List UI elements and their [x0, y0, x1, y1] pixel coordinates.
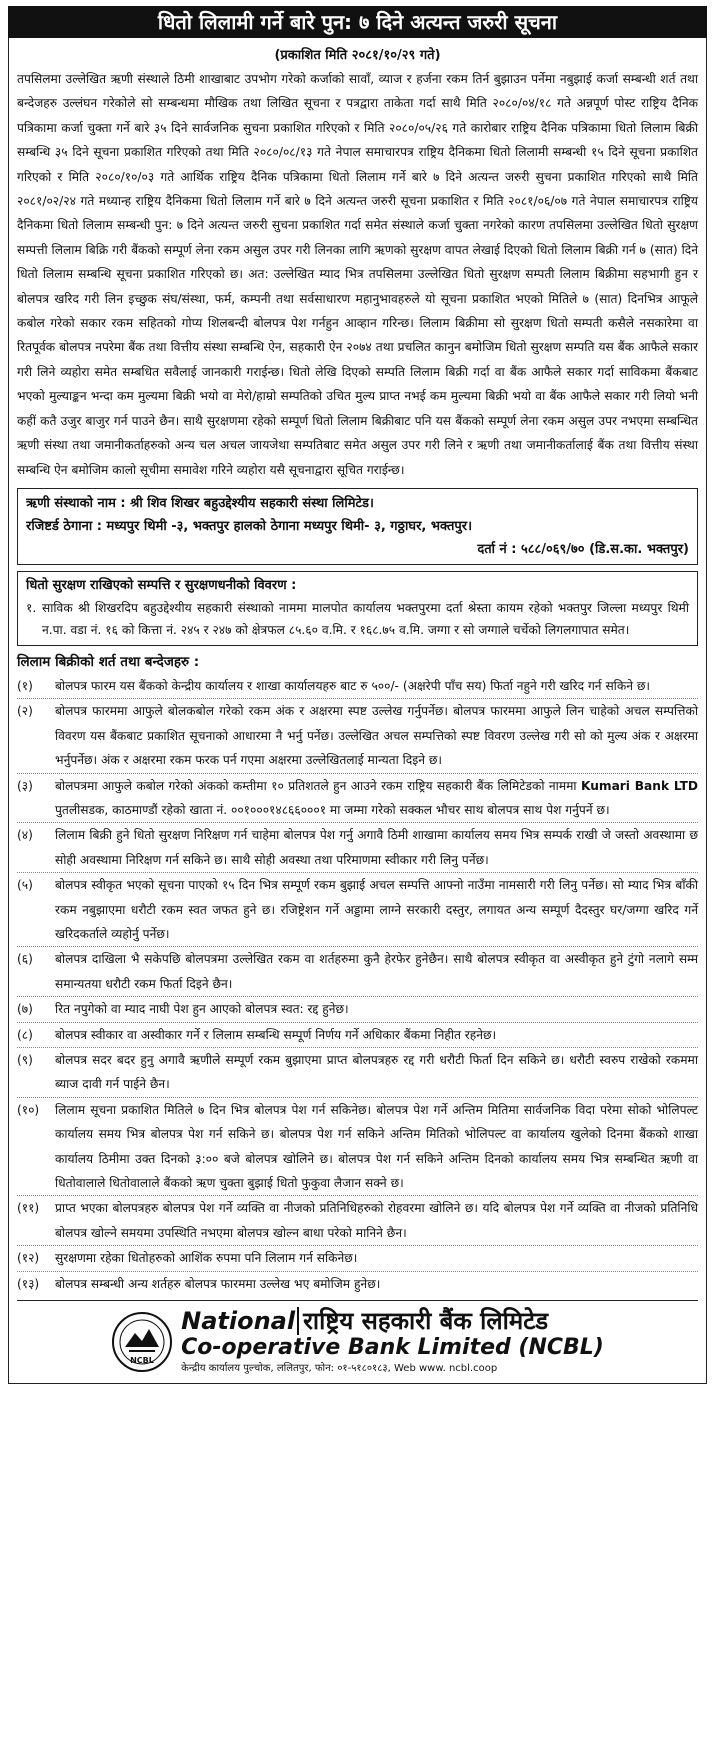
borrower-box: [17, 488, 698, 565]
term-text: बोलपत्र स्वीकार वा अस्वीकार गर्ने र लिलाम सम्बन्धि सम्पूर्ण निर्णय गर्ने अधिकार बैंकमा निहीत रहनेछ।: [55, 1027, 497, 1042]
term-number: (५): [17, 878, 33, 893]
term-number: (११): [17, 1201, 40, 1216]
bank-english-top: National: [181, 1307, 296, 1336]
assets-heading: धितो सुरक्षण राखिएको सम्पत्ति र सुरक्षणधनीको विवरण :: [26, 577, 297, 593]
term-item: [17, 1271, 698, 1296]
term-number: (६): [17, 952, 33, 967]
borrower-name: ऋणी संस्थाको नाम : श्री शिव शिखर बहुउद्देश्यीय सहकारी संस्था लिमिटेड।: [26, 495, 374, 511]
asset-item-number: १.: [26, 600, 37, 615]
term-number: (२): [17, 704, 33, 719]
term-text: बोलपत्र फारममा आफुले बोलकबोल गरेको रकम अंक र अक्षरमा स्पष्ट उल्लेख गर्नुपर्नेछ। बोलपत्र फारममा आफुले लिन चाहेको अचल सम्पत्तिको विवरण यस बैंकबाट प्रकाशित सूचनाको आधारमा नै भर्नु पर्नेछ। उल्लेखित अचल सम्पत्तिको स्पष्ट विवरण उल्लेख गरी सो को मुल्य अंक र अक्षरमा भर्नुपर्नेछ। अंक र अक्षरमा रकम फरक पर्न गएमा अक्षरमा उल्लेखितलाई मान्यता दिइने छ।: [55, 704, 698, 768]
bank-english-bottom: Co-operative Bank Limited (NCBL): [181, 1335, 604, 1361]
term-text: लिलाम सूचना प्रकाशित मितिले ७ दिन भित्र बोलपत्र पेश गर्न सकिनेछ। बोलपत्र पेश गर्ने अन्तिम मितिमा सार्वजनिक विदा परेमा सोको भोलिपल्ट कार्यालय समय भित्र बोलपत्र पेश गर्न सकिने छ। बोलपत्र पेश गर्न सकिने अन्तिम मितिको भोलिपल्ट वा कार्यालय खुलेको दिनमा बैंकको शाखा कार्यालय ठिमीमा उक्त दिनको ३:०० बजे बोलपत्र खोलिने छ। बोलपत्र पेश गर्न सकिने अन्तिम दिनको कार्यालय समय भित्र सम्बन्धित ऋणी वा धितोवालाले धितोवालाले बैंकको ऋण चुक्ता बुझाई धितो फुकुवा लैजान सक्ने छ।: [55, 1102, 698, 1191]
term-item: [17, 1022, 698, 1047]
publication-date: (प्रकाशित मिति २०८१/१०/२९ गते): [274, 48, 441, 63]
borrower-registration: दर्ता नं : ५८८/०६९/७० (डि.स.का. भक्तपुर): [477, 541, 689, 557]
term-item: [17, 1195, 698, 1245]
terms-heading: लिलाम बिक्रीको शर्त तथा बन्देजहरु :: [17, 653, 200, 670]
term-text: बोलपत्र दाखिला भै सकेपछि बोलपत्रमा उल्लेखित रकम वा शर्तहरुमा कुनै हेरफेर हुनेछैन। साथै बोलपत्र स्वीकृत वा अस्वीकृत हुने टुंगो नलागे सम्म समान्यतया धरौटी रकम फिर्ता दिइने छैन।: [55, 952, 698, 991]
term-text: लिलाम बिक्री हुने धितो सुरक्षण निरिक्षण गर्न चाहेमा बोलपत्र पेश गर्नु अगावै ठिमी शाखामा कार्यालय समय भित्र सम्पर्क राखी जे जस्तो अवस्थामा छ सोही अवस्थामा निरिक्षण गर्न सकिने छ। साथै सोही अवस्था तथा परिमाणमा स्वीकार गरी लिनु पर्नेछ।: [55, 828, 698, 867]
logo-text: NCBL: [130, 1356, 155, 1366]
term-text: बोलपत्र फारम यस बैंकको केन्द्रीय कार्यालय र शाखा कार्यालयहरु बाट रु ५००/- (अक्षरेपी पाँच सय) फिर्ता नहुने गरी खरिद गर्न सकिने छ।: [55, 678, 650, 693]
term-text: प्राप्त भएका बोलपत्रहरु बोलपत्र पेश गर्ने व्यक्ति वा नीजको प्रतिनिधिहरुको रोहवरमा खोलिने छ। यदि बोलपत्र पेश गर्ने व्यक्ति वा नीजको प्रतिनिधि बोलपत्र खोल्ने समयमा उपस्थिति नभएमा बोलपत्र खोल्न बाधा परेको मानिने छैन।: [55, 1201, 698, 1240]
bank-nepali-name: राष्ट्रिय सहकारी बैंक लिमिटेड: [297, 1307, 548, 1335]
term-item: [17, 946, 698, 996]
term-text: बोलपत्र स्वीकृत भएको सूचना पाएको १५ दिन भित्र सम्पूर्ण रकम बुझाई अचल सम्पत्ति आफ्नो नाउँमा नामसारी गरी लिनु पर्नेछ। सो म्याद भित्र बाँकी रकम नबुझाएमा धरौटी रकम स्वत जफत हुने छ। रजिष्ट्रेशन गर्ने अड्डामा लाग्ने सरकारी दस्तुर, लगायत अन्य सम्पूर्ण दैदस्तुर घर/जग्गा खरिद गर्ने खरिदकर्ताले व्यहोर्नु पर्नेछ।: [55, 878, 698, 941]
deposit-bank-name: Kumari Bank LTD: [580, 778, 698, 793]
term-text: रित नपुगेको वा म्याद नाघी पेश हुन आएको बोलपत्र स्वत: रद्द हुनेछ।: [55, 1002, 349, 1017]
term-number: (७): [17, 1002, 33, 1017]
term-item: [17, 698, 698, 772]
bank-logo-icon: [111, 1311, 173, 1373]
bank-footer: [17, 1300, 698, 1377]
terms-list: [17, 674, 698, 1296]
term-text-before: बोलपत्रमा आफुले कबोल गरेको अंकको कम्तीमा १० प्रतिशतले हुन आउने रकम राष्ट्रिय सहकारी बैंक लिमिटेडको नाममा: [55, 778, 581, 793]
bank-name-line: [181, 1307, 604, 1335]
term-item: [17, 773, 698, 823]
term-item: [17, 996, 698, 1021]
term-item: [17, 674, 698, 698]
bank-footer-text: [181, 1307, 604, 1377]
term-text: बोलपत्र सदर बदर हुनु अगावै ऋणीले सम्पूर्ण रकम बुझाएमा प्राप्त बोलपत्रहरु रद्द गरी धरौटी फिर्ता दिन सकिने छ। धरौटी स्वरुप राखेको रकममा ब्याज दावी गर्न पाईने छैन।: [55, 1053, 698, 1092]
term-item: [17, 1097, 698, 1196]
term-number: (४): [17, 828, 33, 843]
term-number: (३): [17, 778, 33, 793]
borrower-address: रजिष्टर्ड ठेगाना : मध्यपुर थिमी -३, भक्तपुर हालको ठेगाना मध्यपुर थिमी- ३, गठ्ठाघर, भक्तपुर।: [26, 518, 473, 534]
assets-box: [17, 571, 698, 646]
term-item: [17, 1245, 698, 1270]
term-number: (१): [17, 678, 33, 693]
term-text: सुरक्षणमा रहेका धितोहरुको आशिंक रुपमा पनि लिलाम गर्न सकिनेछ।: [55, 1251, 358, 1266]
asset-item: [26, 597, 689, 642]
term-text-after: पुतलीसडक, काठमाण्डौं रहेको खाता नं. ००१०००१४८६६०००१ मा जम्मा गरेको सक्कल भौचर साथ बोलपत्र साथ पेश गर्नुपर्ने छ।: [55, 802, 610, 817]
term-number: (१२): [17, 1251, 40, 1266]
notice-frame: [8, 38, 707, 1384]
term-number: (१३): [17, 1276, 40, 1291]
notice-body: तपसिलमा उल्लेखित ऋणी संस्थाले ठिमी शाखाबाट उपभोग गरेको कर्जाको सावाँ, व्याज र हर्जना रकम तिर्न बुझाउन पर्नेमा नबुझाई कर्जा सम्बन्धी शर्त तथा बन्देजहरु उल्लंघन गरेकोले सो सम्बन्धमा मौखिक तथा लिखित सूचना र पत्रद्वारा ताकेता गर्दा साथै मिति २०८०/०४/१८ गते अन्नपूर्ण पोस्ट राष्ट्रिय दैनिक पत्रिकामा कर्जा चुक्ता गर्ने बारे ३५ दिने सार्वजनिक सुचना प्रकाशित गरिएको र मिति २०८०/०५/२६ गते कारोबार राष्ट्रिय दैनिक पत्रिकामा धितो लिलाम बिक्री सम्बन्धि ३५ दिने सूचना प्रकाशित गरिएको तथा मिति २०८०/०८/१३ गते नेपाल समाचारपत्र राष्ट्रिय दैनिकमा धितो लिलामी सम्बन्धी १५ दिने सूचना प्रकाशित गरिएको र मिति २०८०/१०/०३ गते आर्थिक राष्ट्रिय दैनिक पत्रिकामा धितो लिलाम गर्ने बारे ७ दिने अत्यन्त जरुरी सुचना प्रकाशित गरिएको साथै मिति २०८१/०२/२४ गते मध्यान्ह राष्ट्रिय दैनिकमा धितो लिलाम गर्ने बारे ७ दिने अत्यन्त जरुरी सूचना प्रकाशित र मिति २०८१/०६/०७ गते नेपाल समाचारपत्र राष्ट्रिय दैनिकमा धितो लिलाम सम्बन्धी पुन: ७ दिने अत्यन्त जरुरी सुचना प्रकाशित गर्दा समेत संस्थाले कर्जा चुक्ता नगरेको कारण तपसिलमा उल्लेखित धितो सुरक्षण सम्पत्ती लिलाम बिक्रि गरी बैंकको सम्पूर्ण लेना रकम असुल उपर गरी लिनका लागि ऋणको सुरक्षण वापत लेखाई दिएको धितो लिलाम बिक्री गर्न ७ (सात) दिने धितो लिलाम सम्बन्धि सूचना प्रकाशित गरिएको छ। अत: उल्लेखित म्याद भित्र तपसिलमा उल्लेखित धितो सुरक्षण सम्पती लिलाम बिक्रीमा सहभागी हुन र बोलपत्र खरिद गरी लिन इच्छुक संघ/संस्था, फर्म, कम्पनी तथा सर्वसाधारण महानुभावहरुले यो सूचना प्रकाशित भएको मितिले ७ (सात) दिनभित्र आफूले कबोल गरेको सकार रकम सहितको गोप्य शिलबन्दी बोलपत्र पेश गर्नहुन आव्हान गरिन्छ। लिलाम बिक्रीमा सो सुरक्षण धितो सम्पती कसैले नसकारेमा वा रितपूर्वक बोलपत्र नपरेमा बैंक तथा वित्तीय संस्था सम्बन्धि ऐन, सहकारी ऐन २०७४ तथा प्रचलित कानुन बमोजिम धितो सुरक्षण सम्पति यस बैंक आफैले सकार गरी लिने व्यहोरा समेत सम्बधित सवैलाई जानकारी गराईन्छ। धितो लेखि दिएको सम्पति लिलाम बिक्री गर्दा वा बैंक आफैले सकार गर्दा साविकमा बैंकबाट भएको मुल्याङ्कन भन्दा कम मुल्यमा बिक्री भयो वा मेरो/हाम्रो सम्पतिको उचित मुल्य प्राप्त नभई कम मुल्यमा बिक्री भयो वा बैंक आफैले सकार गरी लियो भनी कहीं कतै उजुर बाजुर गर्न पाउने छैन। साथै सुरक्षणमा रहेको सम्पूर्ण धितो लिलाम बिक्रीबाट पनि यस बैंकको सम्पूर्ण लेना रकम असुल उपर नभएमा सम्बन्धित ऋणी संस्था तथा जमानीकर्ताहरुको अन्य चल अचल जायजेथा सम्पतिबाट समेत असुल उपर गरी लिने र ऋणी तथा जमानीकर्तालाई बैंक तथा वित्तीय संस्था सम्बन्धि ऐन बमोजिम कालो सूचीमा समावेश गरिने व्यहोरा यसै सूचनाद्वारा सूचित गराईन्छ।: [17, 72, 698, 477]
notice-title: धितो लिलामी गर्ने बारे पुन: ७ दिने अत्यन्त जरुरी सूचना: [8, 6, 707, 38]
asset-item-text: साविक श्री शिखरदिप बहुउद्देश्यीय सहकारी संस्थाको नाममा मालपोत कार्यालय भक्तपुरमा दर्ता श्रेस्ता कायम रहेको भक्तपुर जिल्ला मध्यपुर थिमी न.पा. वडा नं. १६ को कित्ता नं. २४५ र २४७ को क्षेत्रफल ८५.६० व.मि. र १६८.७५ व.मि. जग्गा र सो जग्गाले चर्चेको लिगलगापात समेत।: [42, 600, 689, 638]
term-text: [55, 774, 698, 823]
term-number: (१०): [17, 1102, 40, 1117]
term-number: (८): [17, 1027, 33, 1042]
term-text: बोलपत्र सम्बन्धी अन्य शर्तहरु बोलपत्र फारममा उल्लेख भए बमोजिम हुनेछ।: [55, 1276, 381, 1291]
term-item: [17, 822, 698, 872]
term-item: [17, 1047, 698, 1097]
bank-address: केन्द्रीय कार्यालय पुल्चोक, ललितपुर, फोन: ०१-५१८०१८३, Web www. ncbl.coop: [181, 1363, 498, 1375]
term-item: [17, 872, 698, 946]
term-number: (९): [17, 1053, 33, 1067]
